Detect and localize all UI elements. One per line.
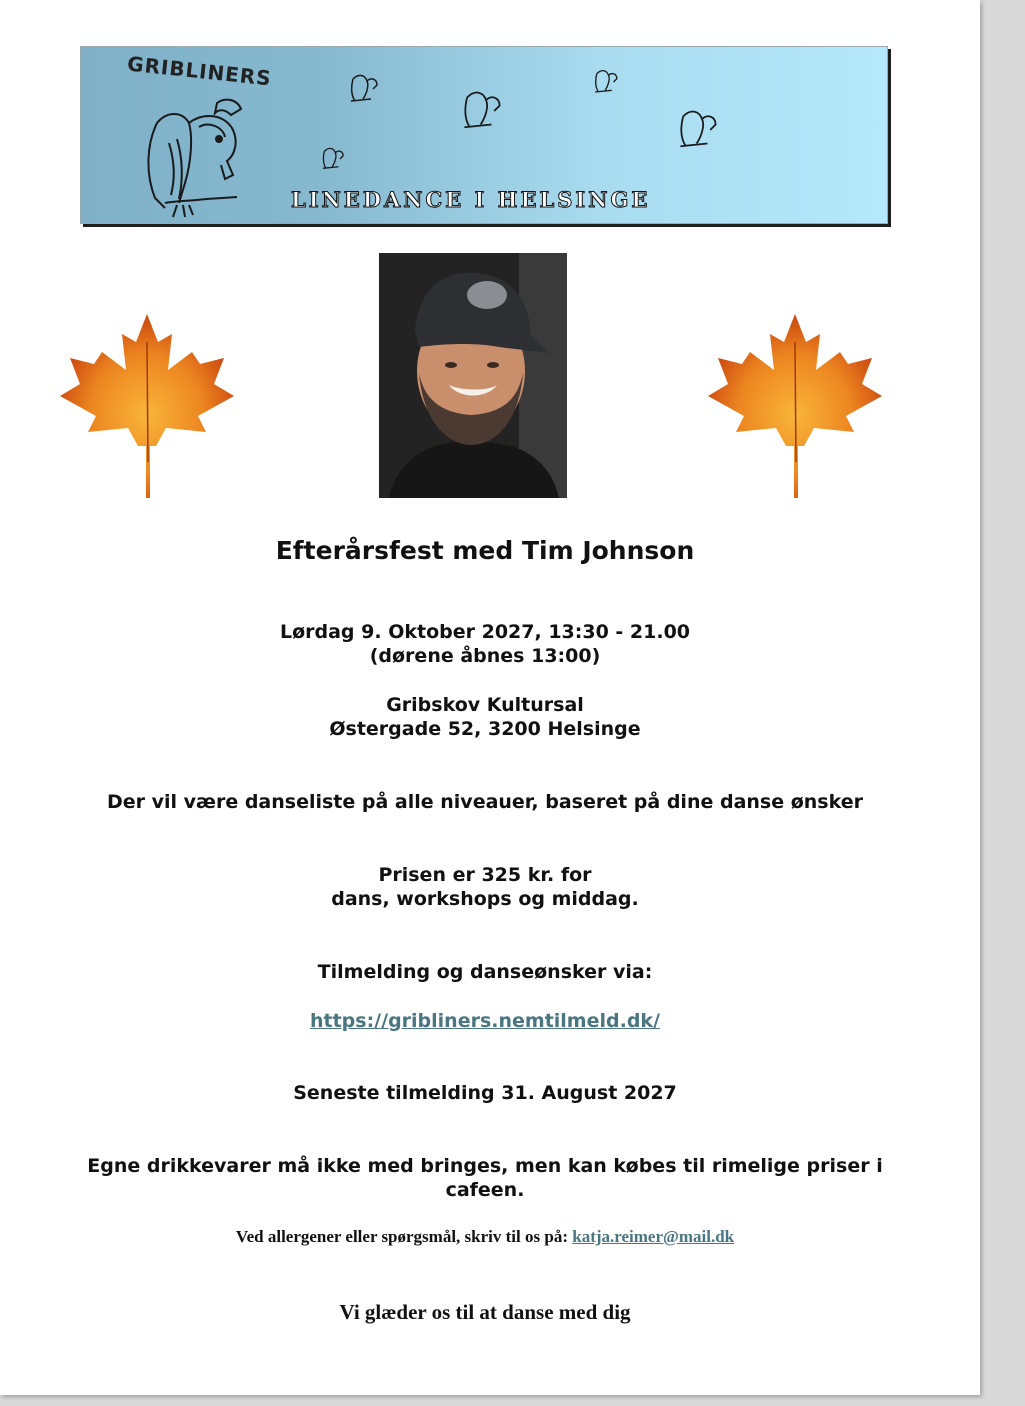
- small-vulture-icon: [347, 71, 381, 107]
- small-vulture-icon: [591, 67, 621, 97]
- venue-name: Gribskov Kultursal: [386, 694, 584, 716]
- drinks-policy-line2: cafeen.: [445, 1179, 525, 1201]
- maple-leaf-icon: [706, 312, 884, 498]
- signup-label: Tilmelding og danseønsker via:: [317, 961, 653, 983]
- banner-brand: GRIBLINERS: [126, 51, 273, 91]
- drinks-policy: [40, 1154, 930, 1202]
- allergen-note: [40, 1227, 930, 1247]
- contact-email-link[interactable]: katja.reimer@mail.dk: [572, 1227, 735, 1246]
- allergen-text: Ved allergener eller spørgsmål, skriv til os på:: [235, 1227, 573, 1246]
- vulture-logo-icon: [127, 83, 267, 221]
- small-vulture-icon: [319, 145, 347, 173]
- price-details: dans, workshops og middag.: [331, 888, 639, 910]
- signup-deadline: Seneste tilmelding 31. August 2027: [293, 1082, 677, 1104]
- doors-open: (dørene åbnes 13:00): [369, 645, 601, 667]
- maple-leaf-icon: [58, 312, 236, 498]
- venue-address: Østergade 52, 3200 Helsinge: [329, 718, 641, 740]
- small-vulture-icon: [459, 85, 505, 137]
- price-line: Prisen er 325 kr. for: [378, 864, 592, 886]
- drinks-policy-line1: Egne drikkevarer må ikke med bringes, men kan købes til rimelige priser i: [87, 1155, 883, 1177]
- signup-link-row: [40, 1009, 930, 1033]
- small-vulture-icon: [675, 105, 721, 155]
- signup-link[interactable]: https://gribliners.nemtilmeld.dk/: [309, 1010, 660, 1032]
- dance-list-info: Der vil være danseliste på alle niveauer, baseret på dine danse ønsker: [106, 791, 863, 813]
- banner-subtitle: LINEDANCE I HELSINGE: [291, 187, 651, 212]
- performer-photo: [379, 253, 567, 498]
- event-title: Efterårsfest med Tim Johnson: [275, 536, 695, 565]
- closing-message: Vi glæder os til at danse med dig: [339, 1300, 631, 1324]
- event-date: Lørdag 9. Oktober 2027, 13:30 - 21.00: [279, 621, 691, 643]
- header-banner: [80, 46, 888, 224]
